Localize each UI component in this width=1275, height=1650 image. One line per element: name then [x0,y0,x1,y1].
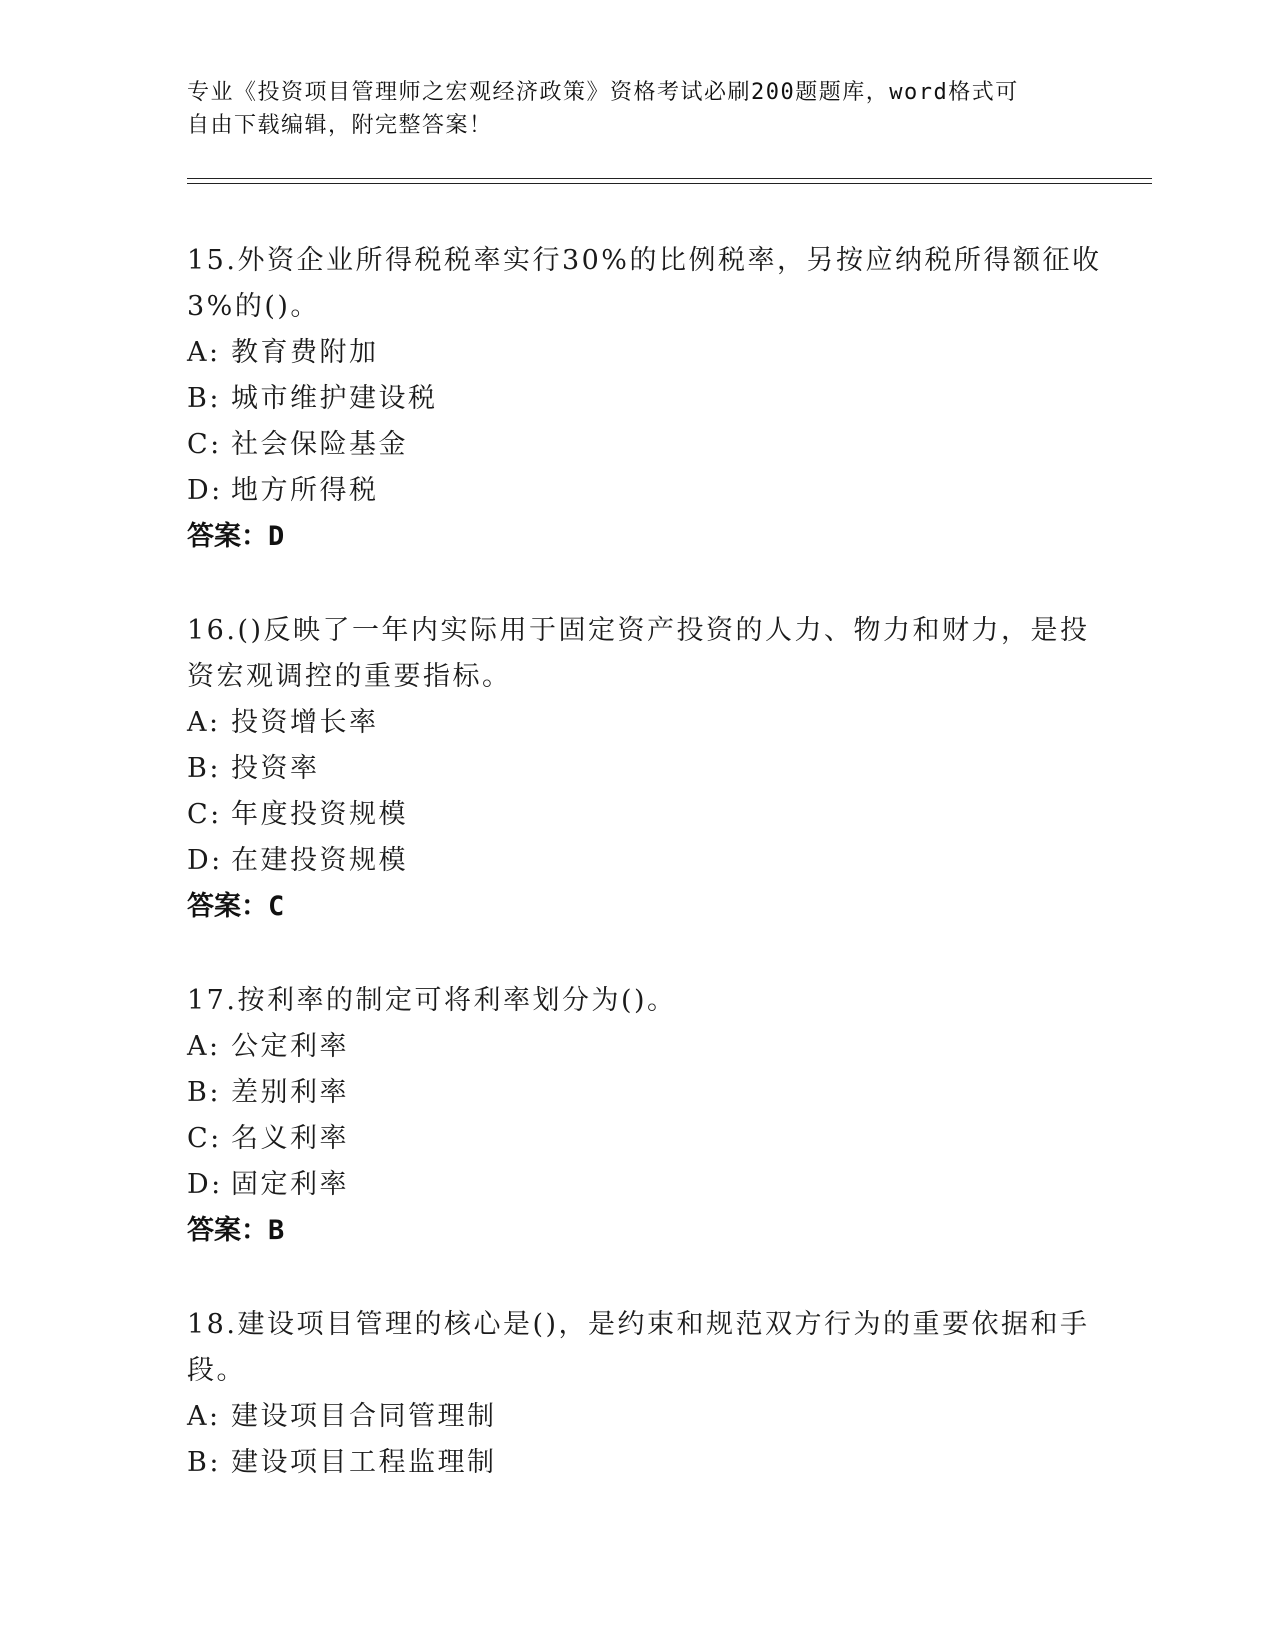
option-d [187,1162,1087,1208]
header-divider-top [187,178,1152,179]
option-text: 投资增长率 [231,707,379,738]
option-a [187,700,1087,746]
option-letter: D: [187,475,223,506]
header-line-1: 专业《投资项目管理师之宏观经济政策》资格考试必刷200题题库，word格式可 [187,80,1019,105]
option-a [187,1394,1087,1440]
answer-line [187,1208,1087,1254]
question-stem [187,238,1102,330]
option-letter: A: [187,1401,221,1432]
option-letter: D: [187,845,223,876]
option-a [187,1024,1087,1070]
question-stem [187,608,1090,700]
option-text: 公定利率 [231,1031,349,1062]
option-c [187,792,1087,838]
option-d [187,838,1087,884]
question-stem [187,978,1087,1024]
option-text: 年度投资规模 [231,799,408,830]
option-letter: C: [187,429,222,460]
question-17 [187,978,1087,1254]
option-letter: B: [187,753,221,784]
answer-line [187,514,1087,560]
option-text: 地方所得税 [231,475,379,506]
question-stem-line: 15.外资企业所得税税率实行30%的比例税率，另按应纳税所得额征收 [187,245,1102,276]
option-c [187,422,1087,468]
option-d [187,468,1087,514]
option-letter: A: [187,1031,221,1062]
answer-value: C [268,891,285,922]
question-stem-line: 16.()反映了一年内实际用于固定资产投资的人力、物力和财力，是投 [187,615,1090,646]
question-18 [187,1302,1090,1486]
option-a [187,330,1087,376]
question-stem-line: 段。 [187,1355,246,1386]
question-stem [187,1302,1090,1394]
answer-value: B [268,1215,285,1246]
option-letter: B: [187,1447,221,1478]
answer-label: 答案： [187,891,268,922]
option-text: 差别利率 [231,1077,349,1108]
answer-label: 答案： [187,521,268,552]
question-stem-line: 18.建设项目管理的核心是()，是约束和规范双方行为的重要依据和手 [187,1309,1090,1340]
option-c [187,1116,1087,1162]
question-stem-line: 17.按利率的制定可将利率划分为()。 [187,985,677,1016]
option-text: 教育费附加 [231,337,379,368]
header-divider-bottom [187,183,1152,184]
option-letter: D: [187,1169,223,1200]
option-text: 在建投资规模 [231,845,408,876]
option-text: 名义利率 [231,1123,349,1154]
option-letter: A: [187,337,221,368]
option-text: 投资率 [231,753,320,784]
question-list [187,238,1102,1534]
option-letter: B: [187,1077,221,1108]
answer-value: D [268,521,285,552]
option-letter: B: [187,383,221,414]
question-stem-line: 3%的()。 [187,291,320,322]
question-15 [187,238,1102,560]
option-text: 建设项目工程监理制 [231,1447,497,1478]
option-letter: C: [187,799,222,830]
option-text: 社会保险基金 [231,429,408,460]
option-letter: C: [187,1123,222,1154]
header-line-2: 自由下载编辑，附完整答案！ [187,113,493,138]
option-text: 城市维护建设税 [231,383,438,414]
answer-line [187,884,1087,930]
option-b [187,746,1087,792]
option-b [187,1440,1087,1486]
question-16 [187,608,1090,930]
option-text: 建设项目合同管理制 [231,1401,497,1432]
option-letter: A: [187,707,221,738]
option-b [187,376,1087,422]
option-text: 固定利率 [231,1169,349,1200]
answer-label: 答案： [187,1215,268,1246]
option-b [187,1070,1087,1116]
question-stem-line: 资宏观调控的重要指标。 [187,661,512,692]
document-header [187,76,1067,142]
